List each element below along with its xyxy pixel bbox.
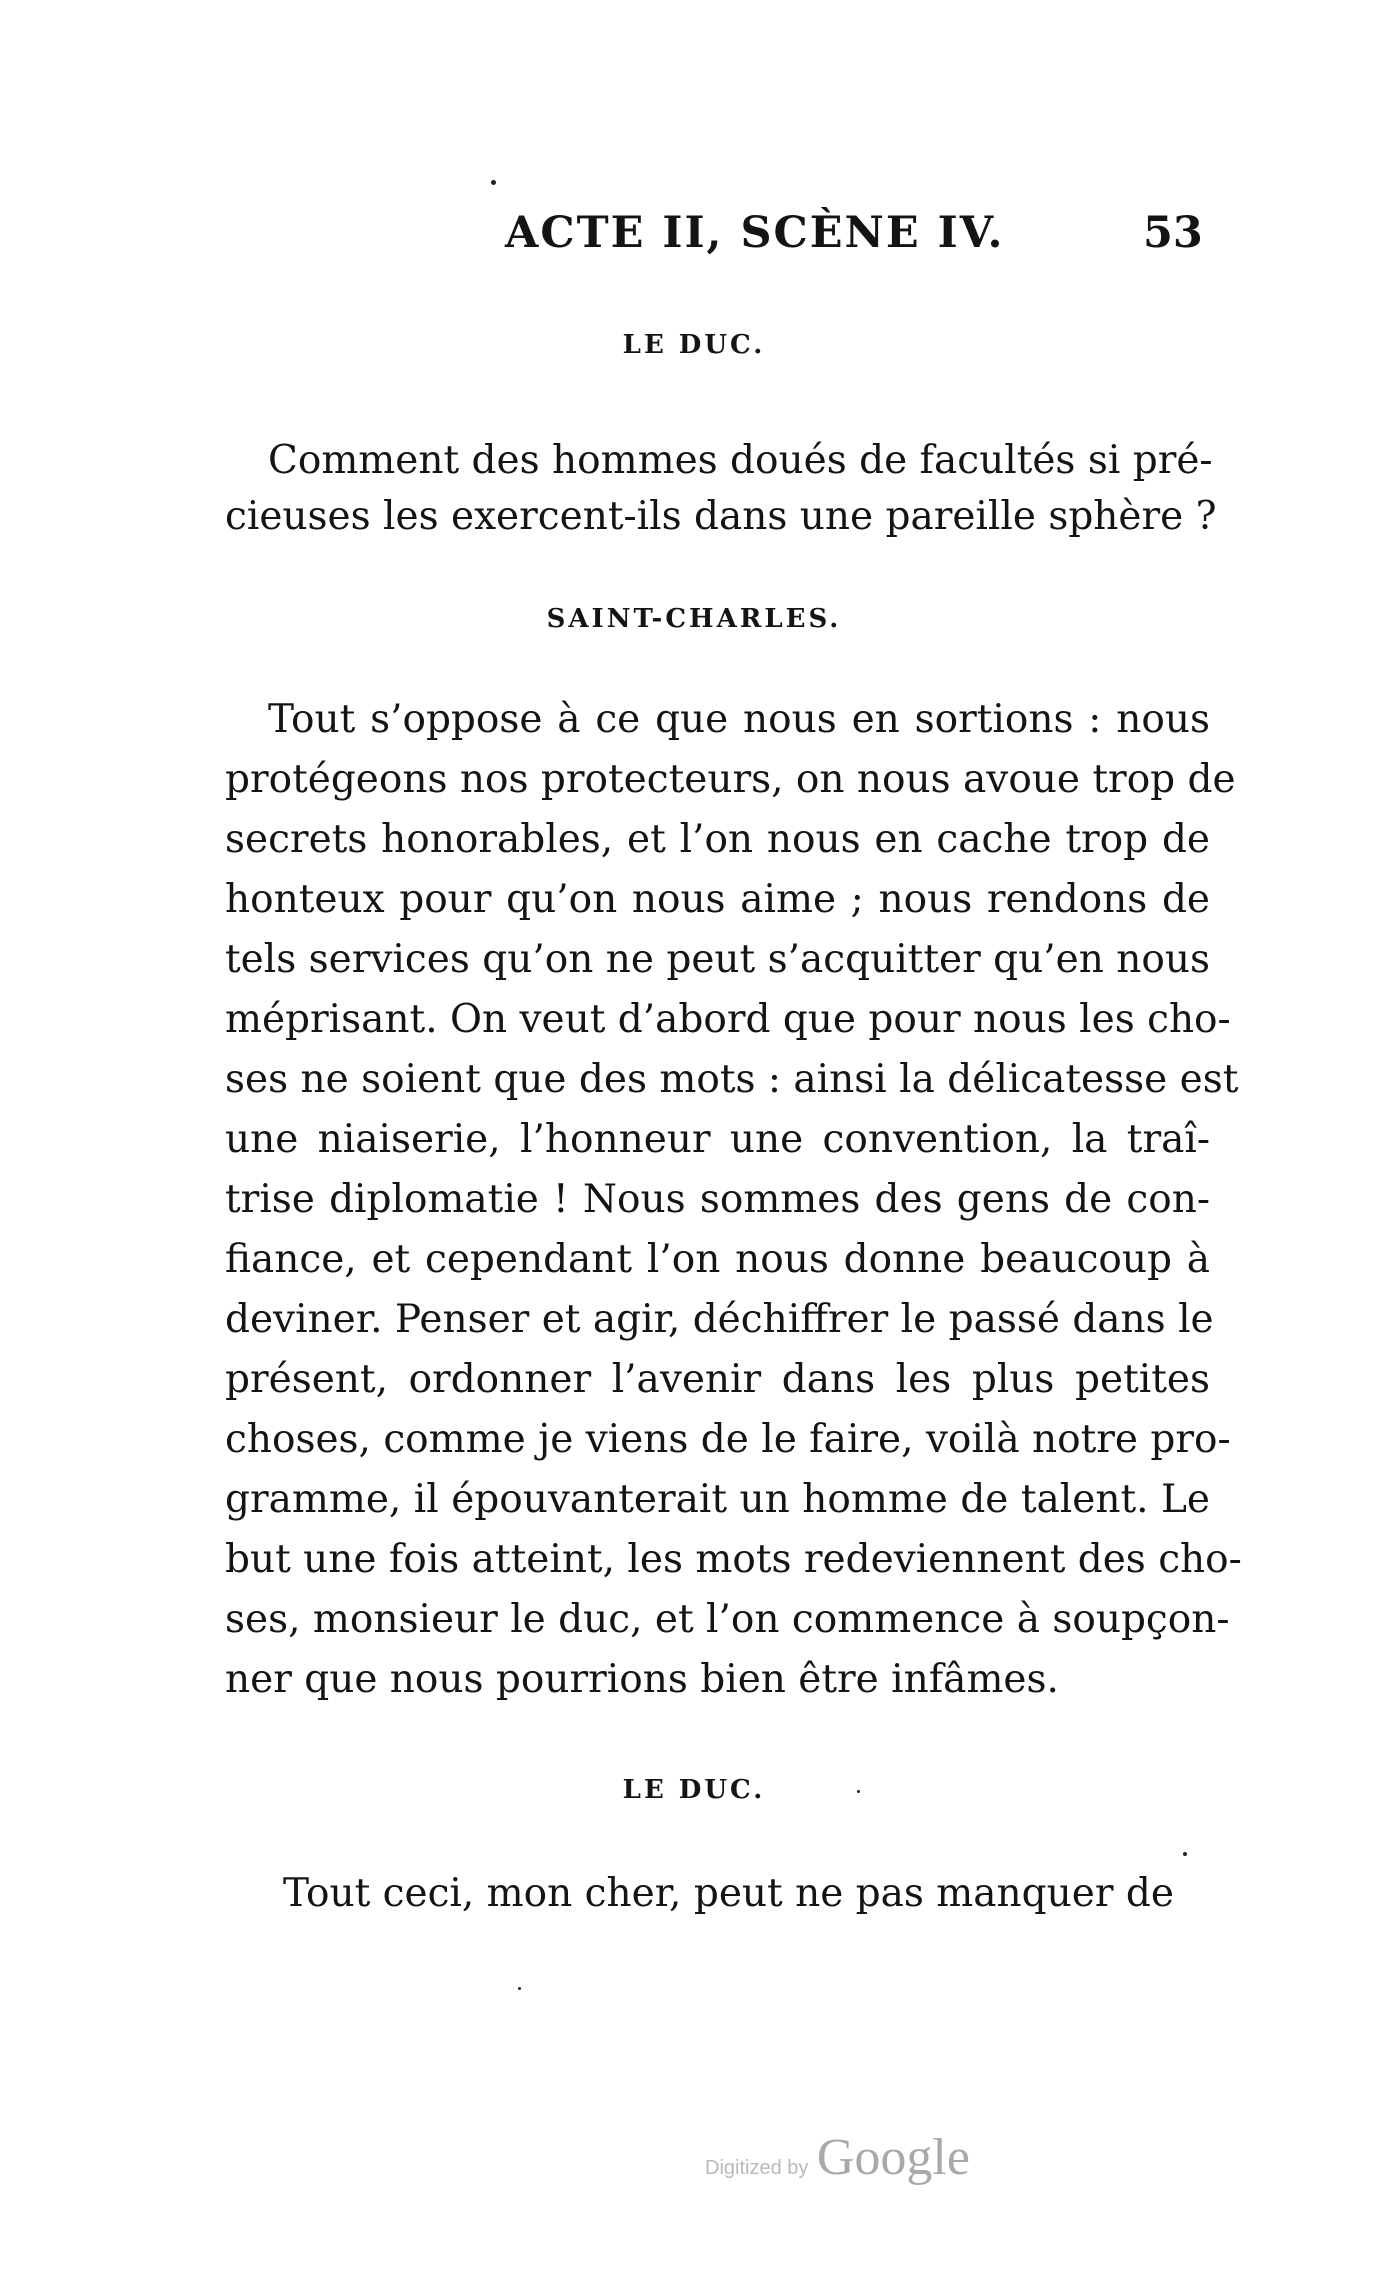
text-line: choses, comme je viens de le faire, voilà notre pro- (225, 1417, 1231, 1462)
digitized-watermark (705, 2128, 970, 2187)
text-line: présent, ordonner l’avenir dans les plus petites (225, 1357, 1210, 1402)
text-line: honteux pour qu’on nous aime ; nous rendons de (225, 877, 1210, 922)
ink-speck (857, 1790, 860, 1793)
ink-speck (1183, 1852, 1187, 1856)
ink-speck (518, 1987, 521, 1990)
speaker-label: SAINT-CHARLES. (546, 604, 842, 634)
running-head: ACTE II, SCÈNE IV. (505, 208, 1005, 258)
text-line: ses ne soient que des mots : ainsi la délicatesse est (225, 1057, 1239, 1102)
text-line: protégeons nos protecteurs, on nous avoue trop de (225, 757, 1236, 802)
text-line: cieuses les exercent-ils dans une pareille sphère ? (225, 494, 1217, 539)
text-line: Comment des hommes doués de facultés si pré- (268, 438, 1213, 483)
watermark-prefix: Digitized by (705, 2157, 809, 2179)
text-line: tels services qu’on ne peut s’acquitter qu’en nous (225, 937, 1210, 982)
text-line: trise diplomatie ! Nous sommes des gens de con- (225, 1177, 1210, 1222)
text-line: deviner. Penser et agir, déchiffrer le passé dans le (225, 1297, 1214, 1342)
text-line: gramme, il épouvanterait un homme de talent. Le (225, 1477, 1210, 1522)
text-line: méprisant. On veut d’abord que pour nous les cho- (225, 997, 1231, 1042)
ink-speck (491, 180, 496, 185)
google-logo: Google (816, 2129, 970, 2186)
speaker-label: LE DUC. (622, 330, 766, 360)
text-line: ses, monsieur le duc, et l’on commence à soupçon- (225, 1597, 1230, 1642)
text-line: secrets honorables, et l’on nous en cache trop de (225, 817, 1210, 862)
text-line: fiance, et cependant l’on nous donne beaucoup à (225, 1237, 1210, 1282)
page-number: 53 (1143, 208, 1203, 258)
text-line: ner que nous pourrions bien être infâmes. (225, 1657, 1059, 1702)
speaker-label: LE DUC. (622, 1775, 766, 1805)
text-line: Tout ceci, mon cher, peut ne pas manquer de (283, 1871, 1174, 1916)
text-line: une niaiserie, l’honneur une convention, la traî- (225, 1117, 1210, 1162)
text-line: but une fois atteint, les mots redeviennent des cho- (225, 1537, 1242, 1582)
text-line: Tout s’oppose à ce que nous en sortions : nous (268, 697, 1210, 742)
